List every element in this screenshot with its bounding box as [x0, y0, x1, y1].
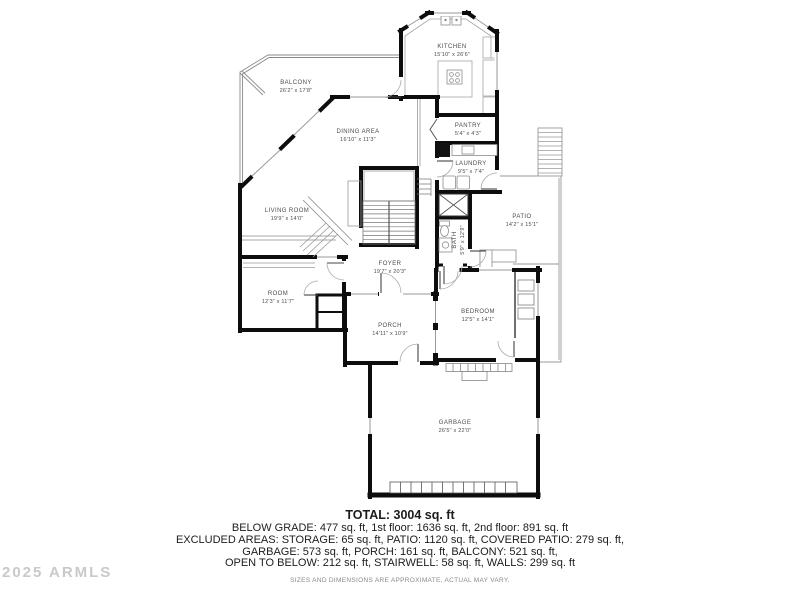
room-name: BEDROOM [461, 309, 495, 315]
room-label-bedroom [461, 309, 495, 323]
room-label-room [262, 291, 294, 305]
room-name: FOYER [378, 261, 402, 267]
room-dims: 26'2" x 17'8" [279, 87, 313, 94]
summary-line-4: OPEN TO BELOW: 212 sq. ft, STAIRWELL: 58 sq. ft, WALLS: 299 sq. ft [224, 557, 576, 570]
room-dims: 26'5" x 22'0" [438, 427, 472, 434]
room-name: KITCHEN [437, 44, 467, 50]
room-label-pantry [455, 123, 481, 137]
bath-vanity-icon [439, 238, 452, 252]
room-name: GARBAGE [438, 420, 472, 426]
garage-storage-strip [446, 364, 512, 381]
summary-line-1: BELOW GRADE: 477 sq. ft, 1st floor: 1636 sq. ft, 2nd floor: 891 sq. ft [231, 522, 569, 534]
room-name: ROOM [267, 291, 289, 297]
disclaimer: SIZES AND DIMENSIONS ARE APPROXIMATE, ACTUAL MAY VARY. [290, 577, 510, 585]
room-dims: 12'5" x 14'1" [461, 316, 495, 323]
room-dims: 19'9" x 14'0" [270, 215, 304, 222]
room-dims: 15'10" x 26'6" [433, 51, 471, 58]
room-closet-rod [243, 263, 315, 268]
room-name: LAUNDRY [455, 161, 487, 167]
room-label-balcony [280, 80, 313, 94]
toilet-icon [440, 221, 450, 237]
room-label-foyer [374, 261, 407, 275]
room-name: PORCH [378, 323, 402, 329]
room-name: BATH [452, 231, 458, 249]
room-label-bath [452, 225, 466, 255]
room-label-patio [506, 214, 539, 228]
cooktop-icon [447, 70, 462, 84]
room-name: PANTRY [454, 123, 482, 129]
room-name: DINING AREA [336, 129, 380, 135]
room-dims: 16'10" x 11'3" [340, 136, 376, 143]
storage-xbox [439, 194, 468, 216]
room-name: BALCONY [280, 80, 312, 86]
garage-door [390, 482, 517, 493]
kitchen-sink-icon [441, 16, 461, 25]
chase-box [437, 143, 450, 157]
room-dims: 14'11" x 10'9" [372, 330, 408, 337]
room-label-kitchen [434, 44, 470, 58]
room-name: PATIO [512, 214, 532, 220]
room-dims: 5'9" x 12'9" [459, 225, 466, 255]
door-gaps [341, 77, 515, 367]
room-label-laundry [455, 161, 486, 175]
room-dims: 9'5" x 7'4" [457, 168, 485, 175]
room-dims: 5'4" x 4'3" [454, 130, 482, 137]
patio-outline [480, 128, 562, 362]
hall-boundary [418, 99, 421, 166]
stairs-main [300, 171, 431, 257]
room-name: LIVING ROOM [264, 208, 310, 214]
summary-line-2: EXCLUDED AREAS: STORAGE: 65 sq. ft, PATIO: 1120 sq. ft, COVERED PATIO: 279 sq. ft, [175, 533, 625, 546]
total-area: TOTAL: 3004 sq. ft [345, 508, 455, 522]
room-dims: 19'7" x 20'3" [373, 268, 407, 275]
room-label-living-room [265, 208, 309, 222]
kitchen-counters [405, 19, 497, 115]
bedroom-closet [515, 272, 534, 338]
room-label-garbage [439, 420, 472, 434]
area-summary [0, 508, 800, 591]
summary-line-3: GARBAGE: 573 sq. ft, PORCH: 161 sq. ft, BALCONY: 521 sq. ft, [242, 545, 558, 558]
room-dims: 12'3" x 11'7" [261, 298, 295, 305]
room-label-dining-area [336, 129, 379, 143]
stairs-landing [417, 179, 431, 196]
room-dims: 14'2" x 15'1" [505, 221, 539, 228]
watermark: 2025 ARMLS [2, 564, 113, 581]
room-label-porch [372, 323, 408, 337]
